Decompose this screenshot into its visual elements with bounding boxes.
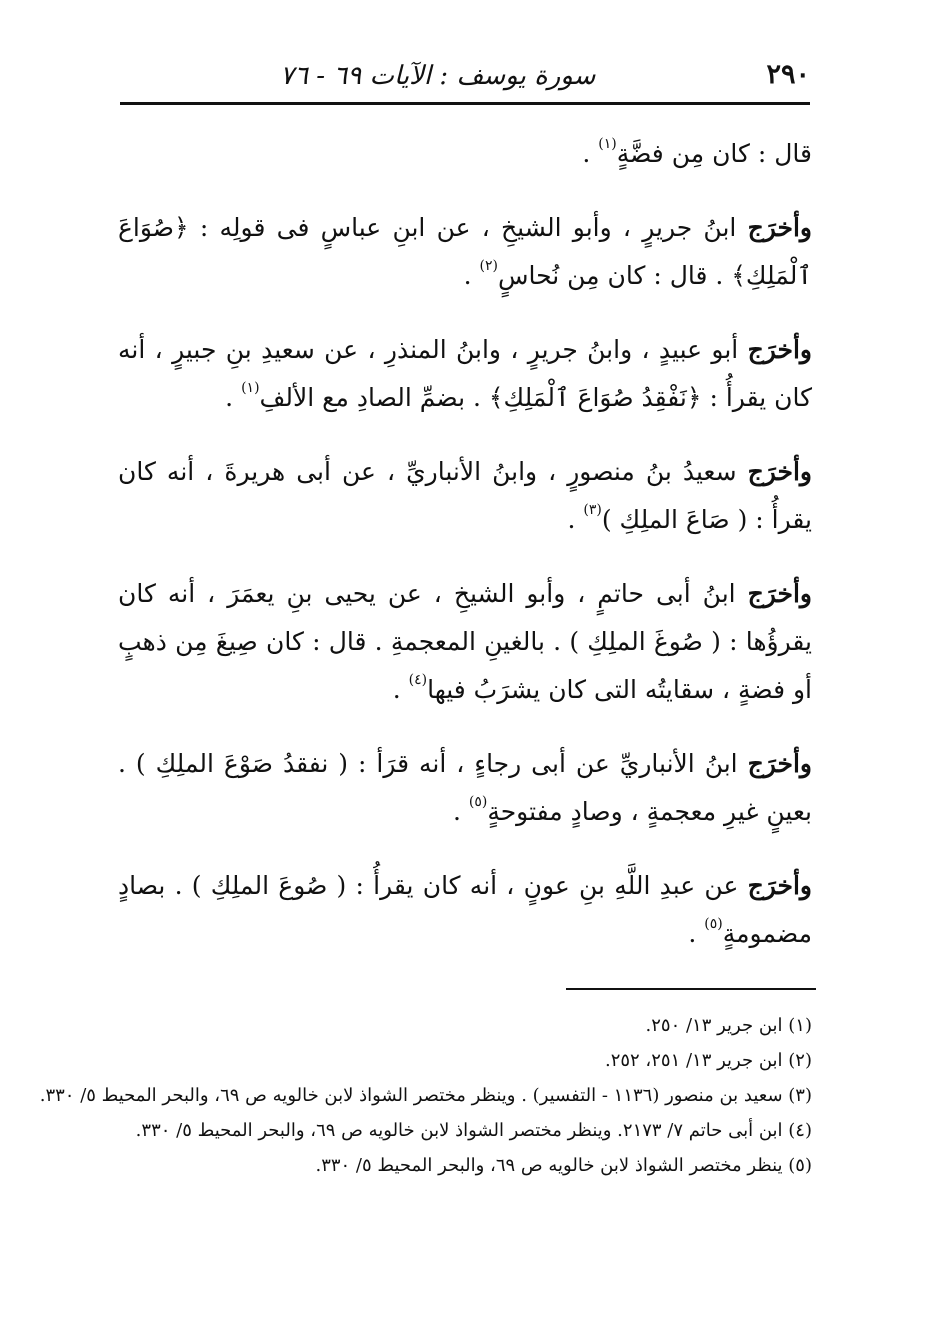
paragraph-text: ابنُ الأنباريِّ عن أبى رجاءٍ ، أنه قرَأ : ( نفقدُ صَوْعَ الملِكِ ) . بعينٍ غيرِ معجمةٍ ، وصادٍ مفتوحةٍ [118, 749, 812, 826]
footnote-marker: (٥) [704, 916, 723, 932]
paragraph-tail: . [392, 675, 409, 704]
body-text [118, 130, 812, 984]
footnote-marker: (٤) [408, 672, 428, 688]
paragraph-lead: وأخرَج [747, 749, 812, 778]
footnote-marker: (١) [598, 136, 617, 152]
paragraph-text: أبو عبيدٍ ، وابنُ جريرٍ ، وابنُ المنذرِ ، عن سعيدِ بنِ جبيرٍ ، أنه كان يقرأُ : ﴿نَفْقِدُ صُوَاعَ ٱلْمَلِكِ﴾ . بضمِّ الصادِ مع الألفِ [118, 335, 812, 412]
paragraph-lead: وأخرَج [747, 871, 812, 900]
paragraph [118, 204, 812, 300]
footnote-marker: (٢) [479, 258, 498, 274]
paragraph-tail: . [567, 505, 584, 534]
footnote-marker: (٥) [468, 794, 488, 810]
footnote-marker: (٣) [583, 502, 602, 518]
paragraph [118, 326, 812, 422]
paragraph [118, 130, 812, 178]
paragraph-tail: . [463, 261, 480, 290]
paragraph-tail: . [452, 797, 469, 826]
paragraph [118, 448, 812, 544]
paragraph-text: سعيدُ بنُ منصورٍ ، وابنُ الأنباريِّ ، عن أبى هريرةَ ، أنه كان يقرأُ : ( صَاعَ الملِكِ ) [118, 457, 812, 534]
footnote-item: (١) ابن جرير ١٣/ ٢٥٠. [645, 1015, 812, 1036]
footnote-rule [566, 988, 816, 990]
paragraph-tail: . [582, 139, 599, 168]
paragraph [118, 862, 812, 958]
running-head [120, 55, 810, 95]
paragraph-text: عن عبدِ اللَّهِ بنِ عونٍ ، أنه كان يقرأُ : ( صُوعَ الملِكِ ) . بصادٍ مضمومةٍ [118, 871, 812, 948]
paragraph-text: ابنُ جريرٍ ، وأبو الشيخِ ، عن ابنِ عباسٍ فى قولِه : ﴿صُوَاعَ ٱلْمَلِكِ﴾ . قال : كان مِن نُحاسٍ [118, 213, 812, 290]
paragraph [118, 570, 812, 714]
header-rule [120, 102, 810, 105]
paragraph-tail: . [225, 383, 242, 412]
paragraph-lead: وأخرَج [747, 457, 812, 486]
footnotes [39, 1008, 812, 1183]
paragraph [118, 740, 812, 836]
paragraph-tail: . [688, 919, 705, 948]
paragraph-text: ابنُ أبى حاتمٍ ، وأبو الشيخِ ، عن يحيى بنِ يعمَرَ ، أنه كان يقرؤُها : ( صُوغَ الملِكِ ) . بالغينِ المعجمةِ . قال : كان صِيغَ مِن ذهبٍ أو فضةٍ ، سقايتُه التى كان يشرَبُ فيها [118, 579, 812, 704]
footnote-marker: (١) [241, 380, 260, 396]
footnote-item: (٥) ينظر مختصر الشواذ لابن خالويه ص ٦٩، والبحر المحيط ٥/ ٣٣٠. [315, 1155, 812, 1176]
paragraph-lead: وأخرَج [747, 213, 812, 242]
paragraph-lead: وأخرَج [747, 579, 812, 608]
footnote-item: (٣) سعيد بن منصور (١١٣٦ - التفسير) . وينظر مختصر الشواذ لابن خالويه ص ٦٩، والبحر المحيط ٥/ ٣٣٠. [39, 1085, 812, 1106]
footnote-item: (٢) ابن جرير ١٣/ ٢٥١، ٢٥٢. [604, 1050, 812, 1071]
paragraph-text: قال : كان مِن فضَّةٍ [616, 139, 812, 168]
footnote-item: (٤) ابن أبى حاتم ٧/ ٢١٧٣. وينظر مختصر الشواذ لابن خالويه ص ٦٩، والبحر المحيط ٥/ ٣٣٠. [135, 1120, 812, 1141]
paragraph-lead: وأخرَج [747, 335, 812, 364]
running-title: سورة يوسف : الآيات ٦٩ - ٧٦ [280, 61, 596, 91]
page-number: ٢٩٠ [766, 59, 810, 90]
